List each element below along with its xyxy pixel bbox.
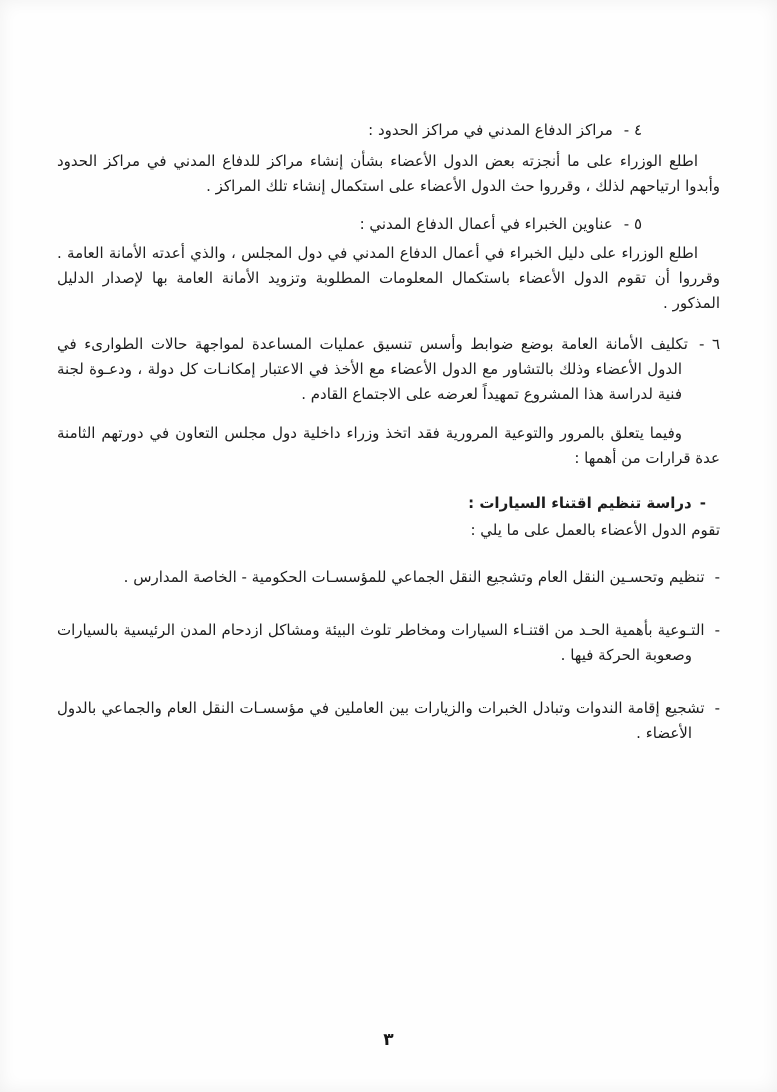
traffic-decisions-paragraph: وفيما يتعلق بالمرور والتوعية المرورية فقد اتخذ وزراء داخلية دول مجلس التعاون في دورتهم الثامنة عدة قرارات من أهمها :	[57, 424, 720, 467]
bullet-1-text: تنظيم وتحسـين النقل العام وتشجيع النقل الجماعي للمؤسسـات الحكومية - الخاصة المدارس .	[123, 568, 705, 586]
section-4-number: ٤ -	[623, 121, 642, 139]
bullet-public-transport	[57, 565, 720, 590]
study-heading-text: دراسة تنظيم اقتناء السيارات :	[468, 494, 692, 512]
page-number: ٣	[383, 1030, 394, 1050]
bullet-awareness-pollution	[57, 618, 720, 668]
section-6-number: ٦ -	[698, 335, 721, 353]
document-content	[57, 118, 720, 746]
section-5-heading-row	[57, 212, 720, 237]
section-5-body: اطلع الوزراء على دليل الخبراء في أعمال الدفاع المدني في دول المجلس ، والذي أعدته الأمانة العامة . وقرروا أن تقوم الدول الأعضاء باستكمال المعلومات المطلوبة وتزويد الأمانة العامة بها لإصدار الدليل المذكور .	[57, 244, 720, 312]
section-5-heading: عناوين الخبراء في أعمال الدفاع المدني :	[359, 215, 613, 233]
section-experts-directory	[57, 212, 720, 316]
section-4-heading-row	[57, 118, 720, 143]
section-4-body: اطلع الوزراء على ما أنجزته بعض الدول الأعضاء بشأن إنشاء مراكز للدفاع المدني في مراكز الحدود وأبدوا ارتياحهم لذلك ، وقرروا حث الدول الأعضاء على استكمال إنشاء تلك المراكز .	[57, 152, 720, 195]
bullet-seminars-exchange	[57, 696, 720, 746]
section-secretariat-mandate	[57, 332, 720, 407]
section-4-heading: مراكز الدفاع المدني في مراكز الحدود :	[368, 121, 613, 139]
bullet-1-dash: -	[714, 568, 720, 586]
bullet-2-dash: -	[714, 621, 720, 639]
car-acquisition-study-heading	[57, 491, 720, 516]
study-intro-line: تقوم الدول الأعضاء بالعمل على ما يلي :	[470, 521, 720, 539]
bullet-3-text: تشجيع إقامة الندوات وتبادل الخبرات والزيارات بين العاملين في مؤسسـات النقل العام والجماعي بالدول الأعضاء .	[57, 699, 705, 742]
section-5-number: ٥ -	[623, 215, 642, 233]
study-heading-dash: -	[699, 494, 706, 512]
section-border-centers	[57, 118, 720, 199]
bullet-2-text: التـوعية بأهمية الحـد من اقتنـاء السيارات ومخاطر تلوث البيئة ومشاكل ازدحام المدن الرئيسية بالسيارات وصعوبة الحركة فيها .	[57, 621, 705, 664]
section-6-body: تكليف الأمانة العامة بوضع ضوابط وأسس تنسيق عمليات المساعدة لمواجهة حالات الطوارىء في الدول الأعضاء وذلك بالتشاور مع الدول الأعضاء مع الأخذ في الاعتبار إمكانـات كل دولة ، ودعـوة لجنة فنية لدراسة هذا المشروع تمهيداً لعرضه على الاجتماع القادم .	[57, 335, 688, 403]
bullet-3-dash: -	[714, 699, 720, 717]
